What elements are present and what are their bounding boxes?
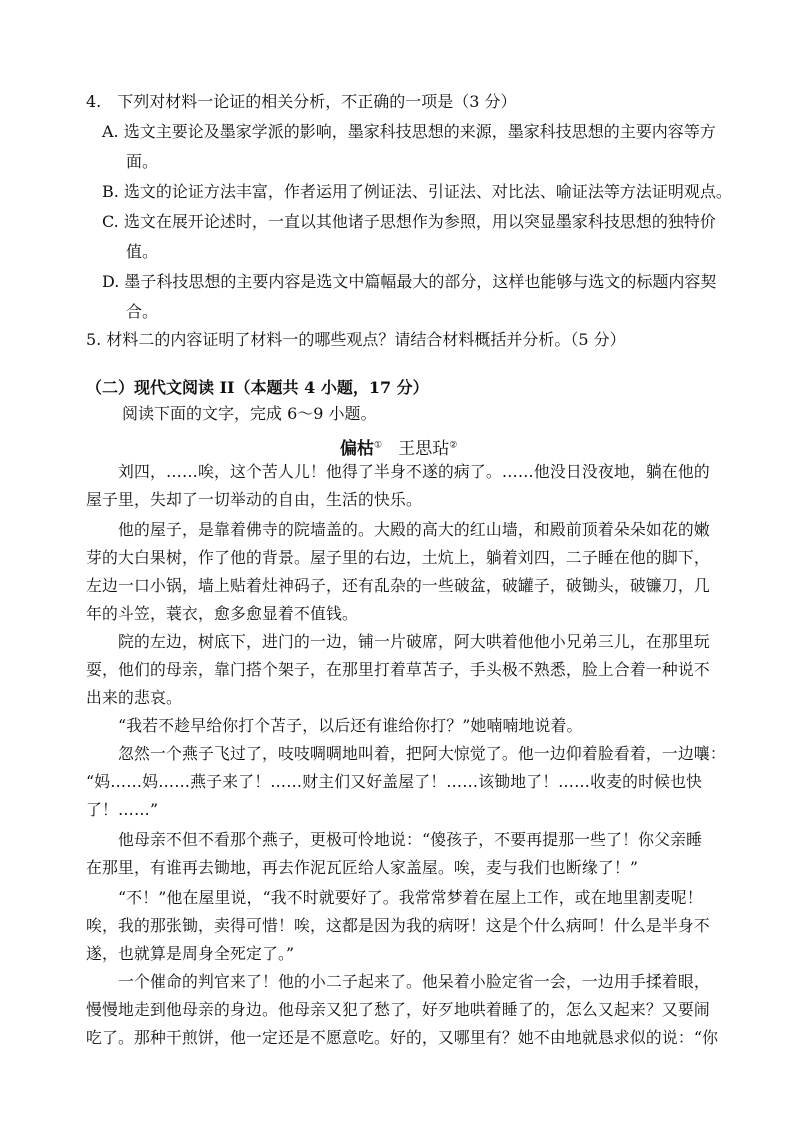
story-line: 一个催命的判官来了！他的小二子起来了。他呆着小脸定省一会，一边用手揉着眼，: [118, 972, 710, 991]
story-line: 左边一口小锅，墙上贴着灶神码子，还有乱杂的一些破盆，破罐子，破锄头，破镰刀，几: [86, 576, 710, 595]
story-line: 耍，他们的母亲，靠门搭个架子，在那里打着草苫子，手头极不熟悉，脸上合着一种说不: [86, 660, 710, 679]
story-line: 他母亲不但不看那个燕子，更极可怜地说：“傻孩子，不要再提那一些了！你父亲睡: [118, 830, 703, 849]
option-b-line1: B. 选文的论证方法丰富，作者运用了例证法、引证法、对比法、喻证法等方法证明观点。: [102, 182, 732, 201]
option-d-line1: D. 墨子科技思想的主要内容是选文中篇幅最大的部分，这样也能够与选文的标题内容契: [102, 272, 717, 291]
author-footnote-mark: ②: [449, 440, 458, 451]
story-line: 他的屋子，是靠着佛寺的院墙盖的。大殿的高大的红山墙，和殿前顶着朵朵如花的嫩: [118, 520, 710, 539]
story-title: 偏枯: [340, 439, 374, 459]
story-line: 遂，也就算是周身全死定了。”: [86, 944, 295, 963]
title-footnote-mark: ①: [374, 440, 383, 451]
option-c-line1: C. 选文在展开论述时，一直以其他诸子思想作为参照，用以突显墨家科技思想的独特价: [102, 212, 716, 231]
option-d-line2: 合。: [126, 302, 159, 321]
story-line: 慢慢地走到他母亲的身边。他母亲又犯了愁了，好歹地哄着睡了的，怎么又起来？又要闹: [86, 1000, 710, 1019]
option-a-line1: A. 选文主要论及墨家学派的影响，墨家科技思想的来源，墨家科技思想的主要内容等方: [102, 122, 716, 141]
story-line: 芽的大白果树，作了他的背景。屋子里的右边，土炕上，躺着刘四，二子睡在他的脚下，: [86, 548, 710, 567]
story-line: “我若不趁早给你打个苫子，以后还有谁给你打？”她喃喃地说着。: [118, 716, 583, 735]
story-line: 屋子里，失却了一切举动的自由，生活的快乐。: [86, 490, 422, 509]
section-instruction: 阅读下面的文字，完成 6～9 小题。: [122, 404, 377, 423]
option-a-line2: 面。: [126, 152, 159, 171]
story-line: 院的左边，树底下，进门的一边，铺一片破席，阿大哄着他他小兄弟三儿，在那里玩: [118, 632, 710, 651]
story-author: 王思玷: [398, 439, 450, 459]
story-line: 忽然一个燕子飞过了，吱吱啁啁地叫着，把阿大惊觉了。他一边仰着脸看着，一边嚷：: [118, 744, 726, 763]
story-line: 吃了。那种干煎饼，他一定还是不愿意吃。好的，又哪里有？她不由地就恳求似的说：“你: [86, 1028, 719, 1047]
story-line: 刘四，……唉，这个苦人儿！他得了半身不遂的病了。……他没日没夜地，躺在他的: [118, 462, 710, 481]
story-line: 了！……”: [86, 800, 159, 819]
story-line: 出来的悲哀。: [86, 688, 182, 707]
story-line: 年的斗笠，蓑衣，愈多愈显着不值钱。: [86, 604, 358, 623]
question-5: 5. 材料二的内容证明了材料一的哪些观点？请结合材料概括并分析。（5 分）: [86, 330, 626, 349]
story-line: 唉，我的那张锄，卖得可惜！唉，这都是因为我的病呀！这是个什么病呵！什么是半身不: [86, 916, 710, 935]
section-heading: （二）现代文阅读 II（本题共 4 小题，17 分）: [86, 378, 429, 397]
question-4-stem: 4. 下列对材料一论证的相关分析，不正确的一项是（3 分）: [86, 92, 517, 111]
story-line: “不！”他在屋里说，“我不时就要好了。我常常梦着在屋上工作，或在地里割麦呢！: [118, 888, 703, 907]
option-c-line2: 值。: [126, 242, 159, 261]
story-line: 在那里，有谁再去锄地，再去作泥瓦匠给人家盖屋。唉，麦与我们也断缘了！”: [86, 858, 639, 877]
story-line: “妈……妈……燕子来了！……财主们又好盖屋了！……该锄地了！……收麦的时候也快: [86, 772, 703, 791]
story-title-block: [340, 434, 457, 459]
